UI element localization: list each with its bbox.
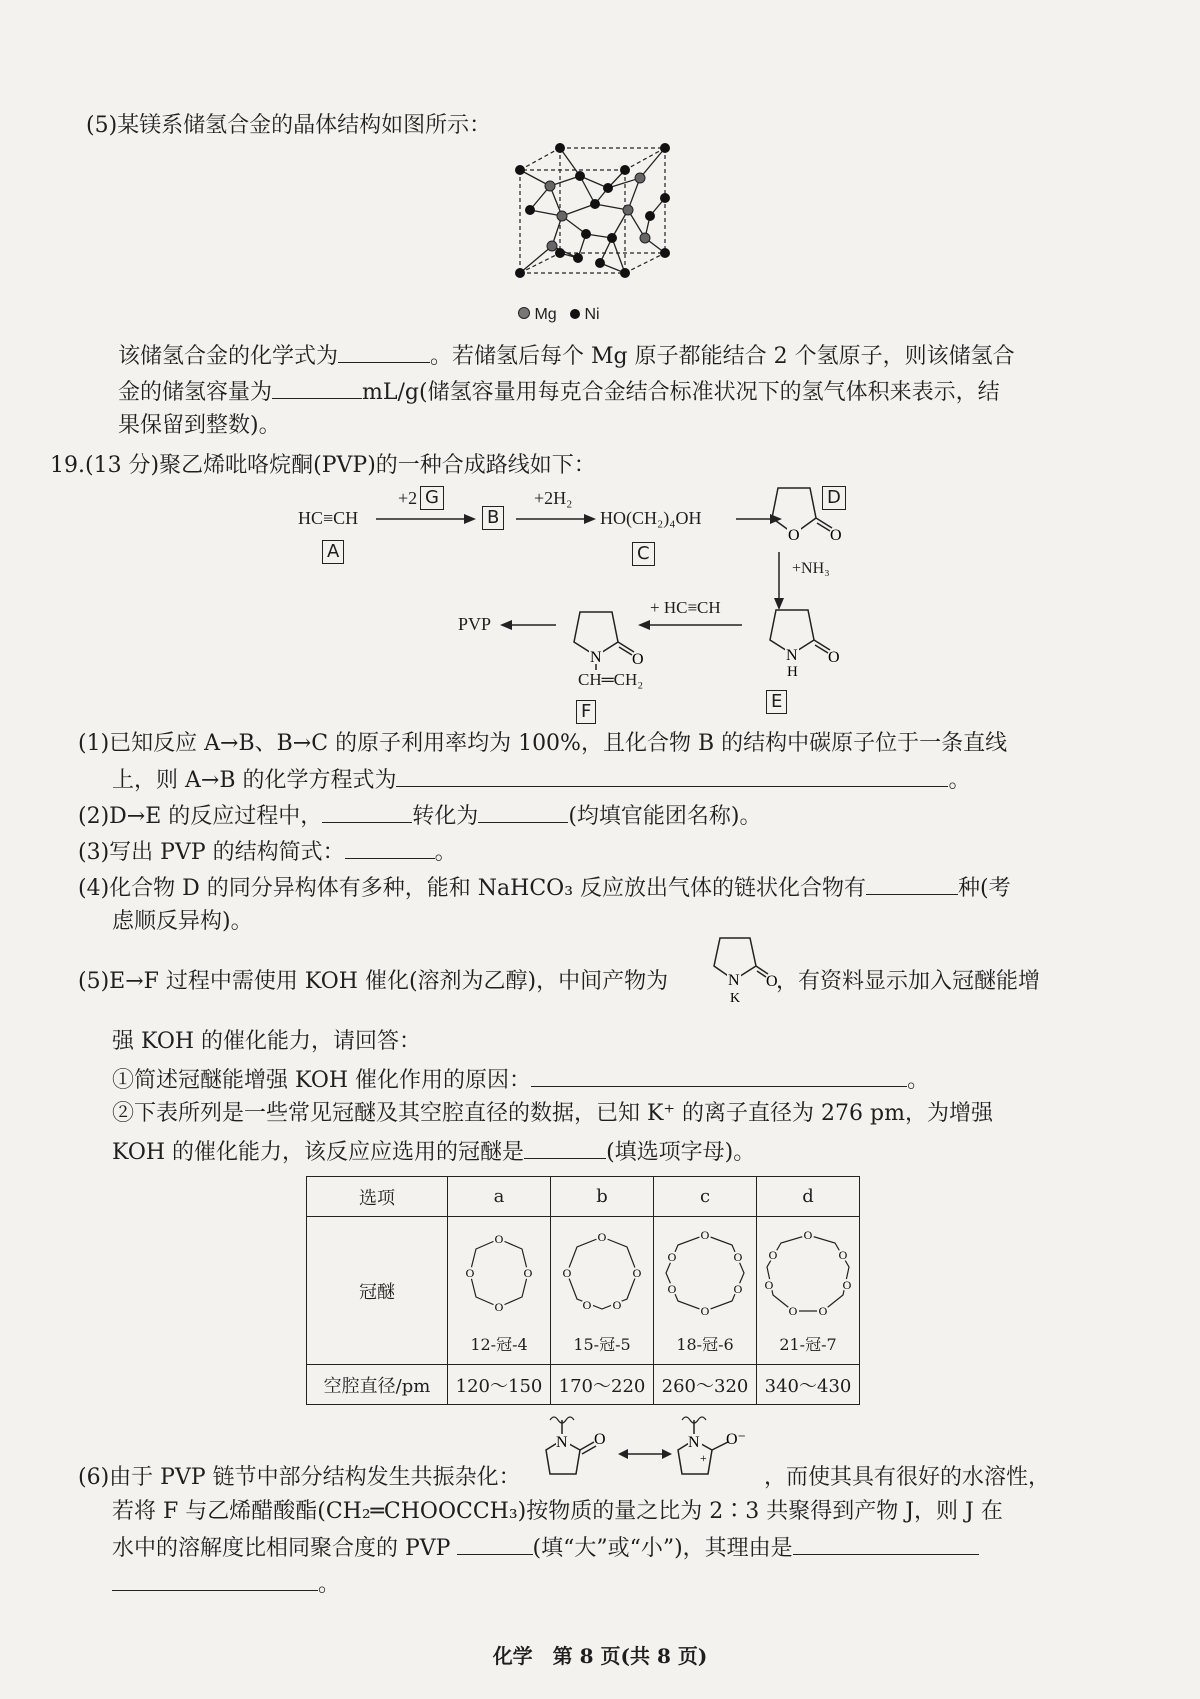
- equation-answer-blank[interactable]: [396, 762, 948, 787]
- q19-6-line1b: ，而使其具有很好的水溶性，: [764, 1465, 1051, 1490]
- crown-18-6-structure: [660, 1227, 750, 1327]
- svg-text:O: O: [838, 1247, 848, 1262]
- arrow-B-to-C: [516, 512, 596, 526]
- svg-text:H: H: [787, 664, 798, 680]
- table-row-crown-label: 冠醚: [307, 1217, 448, 1365]
- svg-text:O: O: [632, 651, 644, 668]
- svg-text:N: N: [728, 972, 740, 989]
- q19-1-line2: [112, 762, 971, 797]
- label-C: C: [632, 542, 655, 566]
- label-G-box: [420, 486, 444, 510]
- svg-text:O: O: [494, 1231, 504, 1246]
- label-C-box: [632, 542, 655, 566]
- svg-text:O: O: [667, 1249, 677, 1264]
- crown-d-name: 21-冠-7: [779, 1334, 837, 1354]
- crown-a-name: 12-冠-4: [470, 1334, 528, 1354]
- compound-F-structure: [556, 606, 646, 670]
- q19-4-line2: 虑顺反异构)。: [112, 909, 253, 934]
- q19-6-end: 。: [318, 1572, 341, 1597]
- arrow2-reagent: +2H₂: [534, 488, 573, 508]
- svg-text:O: O: [582, 1297, 592, 1312]
- label-F: F: [576, 700, 596, 724]
- compound-E-structure: [752, 604, 842, 680]
- reason-blank-line2[interactable]: [112, 1566, 318, 1591]
- q18-5-line3: 果保留到整数)。: [118, 413, 281, 438]
- q19-1-line1: (1)已知反应 A→B、B→C 的原子利用率均为 100%，且化合物 B 的结构中碳原子位于一条直线: [78, 731, 1008, 756]
- label-E: E: [766, 690, 787, 714]
- q19-4-line1: [78, 870, 1011, 905]
- q19-6-text: 水中的溶解度比相同聚合度的 PVP: [112, 1536, 451, 1561]
- res-right-N: N: [688, 1434, 700, 1451]
- res-left-N: N: [556, 1434, 568, 1451]
- table-header-d: d: [757, 1177, 860, 1217]
- svg-text:O: O: [764, 1277, 774, 1292]
- crown-cell-a: [448, 1217, 551, 1365]
- group-from-blank[interactable]: [322, 798, 412, 823]
- label-B: B: [482, 506, 504, 530]
- crown-b-name: 15-冠-5: [573, 1334, 631, 1354]
- table-header-c: c: [654, 1177, 757, 1217]
- carbonyl-O: O: [830, 527, 842, 544]
- q19-6-line1a: (6)由于 PVP 链节中部分结构发生共振杂化：: [78, 1465, 521, 1490]
- diameter-a: 120～150: [448, 1365, 551, 1405]
- q18-5-line2a-text: 金的储氢容量为: [118, 380, 273, 405]
- crystal-legend: [518, 306, 600, 324]
- label-D-box: [822, 486, 846, 510]
- table-header-option: 选项: [307, 1177, 448, 1217]
- table-header-a: a: [448, 1177, 551, 1217]
- svg-text:O: O: [562, 1265, 572, 1280]
- diameter-d: 340～430: [757, 1365, 860, 1405]
- crown-cell-b: [551, 1217, 654, 1365]
- arrow1-reagent: +2: [398, 488, 418, 508]
- q19-2-end: (均填官能团名称)。: [568, 804, 762, 829]
- q18-5-line1-text: 该储氢合金的化学式为: [118, 344, 339, 369]
- svg-text:O: O: [612, 1297, 622, 1312]
- crown-cell-c: [654, 1217, 757, 1365]
- q19-2-line: [78, 798, 761, 833]
- q19-4-text2: 种(考: [958, 876, 1011, 901]
- svg-text:O: O: [818, 1303, 828, 1318]
- crown-15-5-structure: [557, 1227, 647, 1327]
- arrow-D-to-E: [772, 552, 786, 610]
- svg-text:O: O: [766, 973, 778, 990]
- q19-1-end: 。: [948, 768, 971, 793]
- q19-5-part1-text: ①简述冠醚能增强 KOH 催化作用的原因：: [112, 1068, 532, 1093]
- crown-cell-d: [757, 1217, 860, 1365]
- mg-legend-dot: [518, 307, 530, 319]
- svg-text:O: O: [803, 1227, 813, 1242]
- vinyl-group: CH═CH₂: [578, 670, 644, 689]
- svg-text:O: O: [828, 649, 840, 666]
- svg-text:O: O: [465, 1265, 475, 1280]
- q19-1-text: 上，则 A→B 的化学方程式为: [112, 768, 397, 793]
- crown-12-4-structure: [454, 1227, 544, 1327]
- res-right-plus: +: [700, 1451, 707, 1465]
- label-E-box: [766, 690, 787, 714]
- arrow-E-to-F: [638, 618, 742, 632]
- acetylene-reagent: + HC≡CH: [650, 598, 721, 617]
- label-F-box: [576, 700, 596, 724]
- solubility-answer-blank[interactable]: [457, 1530, 533, 1555]
- svg-text:O: O: [700, 1303, 710, 1318]
- diameter-b: 170～220: [551, 1365, 654, 1405]
- crown-c-name: 18-冠-6: [676, 1334, 734, 1354]
- q18-5-line2: [118, 374, 1000, 409]
- q18-5-line2b-text: mL/g(储氢容量用每克合金结合标准状况下的氢气体积来表示，结: [362, 380, 1000, 405]
- q19-4-text: (4)化合物 D 的同分异构体有多种，能和 NaHCO₃ 反应放出气体的链状化合物有: [78, 876, 867, 901]
- svg-text:O: O: [733, 1281, 743, 1296]
- label-G: G: [420, 486, 444, 510]
- svg-text:O: O: [632, 1265, 642, 1280]
- q19-title: 19.(13 分)聚乙烯吡咯烷酮(PVP)的一种合成路线如下：: [50, 453, 596, 478]
- label-A-box: [322, 540, 344, 564]
- ni-legend-dot: [570, 309, 580, 319]
- arrow-F-to-PVP: [500, 618, 556, 632]
- q19-2-text: (2)D→E 的反应过程中，: [78, 804, 323, 829]
- compound-C-formula: HO(CH₂)₄OH: [600, 508, 702, 528]
- crown-choice-blank[interactable]: [524, 1134, 606, 1159]
- table-row-diameter-label: 空腔直径/pm: [307, 1365, 448, 1405]
- q19-5-line2: 强 KOH 的催化能力，请回答：: [112, 1029, 422, 1054]
- q19-5-part1-end: 。: [907, 1068, 930, 1093]
- res-left-O: O: [594, 1431, 606, 1448]
- svg-text:O: O: [733, 1249, 743, 1264]
- q19-6-line2: 若将 F 与乙烯醋酸酯(CH₂═CHOOCCH₃)按物质的量之比为 2∶3 共聚得到产物 J，则 J 在: [112, 1499, 1003, 1524]
- svg-text:K: K: [730, 991, 741, 1006]
- crown-ether-table: [306, 1176, 860, 1405]
- svg-text:O: O: [494, 1299, 504, 1314]
- page-footer: 化学 第 8 页(共 8 页): [492, 1644, 708, 1668]
- ring-O: O: [788, 527, 800, 544]
- q19-5-part2-line1: ②下表所列是一些常见冠醚及其空腔直径的数据，已知 K⁺ 的离子直径为 276 pm，为增强: [112, 1101, 993, 1126]
- q18-5-stem: (5)某镁系储氢合金的晶体结构如图所示：: [86, 113, 492, 138]
- ni-legend-label: Ni: [584, 306, 600, 323]
- svg-text:O: O: [667, 1281, 677, 1296]
- q18-5-line1: [118, 338, 1015, 373]
- svg-text:O: O: [597, 1229, 607, 1244]
- isomer-count-blank[interactable]: [866, 870, 958, 895]
- q19-3-line: [78, 834, 457, 869]
- label-D: D: [822, 486, 846, 510]
- intermediate-K-structure: [698, 930, 778, 1006]
- label-B-box: [482, 506, 504, 530]
- q19-6-line3: [112, 1530, 979, 1565]
- svg-text:N: N: [786, 647, 798, 664]
- svg-text:O: O: [700, 1227, 710, 1242]
- q18-5-line1b-text: 。若储氢后每个 Mg 原子都能结合 2 个氢原子，则该储氢合: [430, 344, 1015, 369]
- arrow-A-to-B: [376, 512, 476, 526]
- svg-text:O: O: [788, 1303, 798, 1318]
- label-A: A: [322, 540, 344, 564]
- resonance-structures: [530, 1410, 770, 1490]
- crystal-structure-figure: [500, 138, 700, 298]
- reason-answer-blank[interactable]: [531, 1062, 907, 1087]
- q19-5-part2-line2: [112, 1134, 755, 1169]
- q19-5-part2-text: KOH 的催化能力，该反应应选用的冠醚是: [112, 1140, 525, 1165]
- svg-text:O: O: [842, 1277, 852, 1292]
- group-to-blank[interactable]: [478, 798, 568, 823]
- res-right-O: O⁻: [726, 1431, 746, 1448]
- q19-2-mid: 转化为: [412, 804, 479, 829]
- crown-21-7-structure: [763, 1227, 853, 1327]
- q19-3-text: (3)写出 PVP 的结构简式：: [78, 840, 345, 865]
- q19-5-line1b: ，有资料显示加入冠醚能增: [776, 969, 1041, 994]
- compound-A-formula: HC≡CH: [298, 508, 359, 528]
- q19-6-line4: [112, 1566, 340, 1601]
- table-header-b: b: [551, 1177, 654, 1217]
- q19-5-part1: [112, 1062, 929, 1097]
- pvp-product: PVP: [458, 614, 492, 634]
- q19-5-line1: (5)E→F 过程中需使用 KOH 催化(溶剂为乙醇)，中间产物为: [78, 969, 669, 994]
- q19-6-mid: (填“大”或“小”)，其理由是: [532, 1536, 793, 1561]
- svg-text:O: O: [768, 1247, 778, 1262]
- mg-legend-label: Mg: [534, 306, 557, 323]
- pvp-structure-blank[interactable]: [345, 834, 435, 859]
- nh3-reagent: +NH₃: [792, 560, 830, 577]
- q19-3-end: 。: [434, 840, 457, 865]
- formula-answer-blank[interactable]: [338, 338, 430, 363]
- svg-text:N: N: [590, 649, 602, 666]
- capacity-answer-blank[interactable]: [272, 374, 362, 399]
- diameter-c: 260～320: [654, 1365, 757, 1405]
- reason-blank-line1[interactable]: [793, 1530, 979, 1555]
- q19-5-part2-end: (填选项字母)。: [606, 1140, 756, 1165]
- svg-text:O: O: [523, 1265, 533, 1280]
